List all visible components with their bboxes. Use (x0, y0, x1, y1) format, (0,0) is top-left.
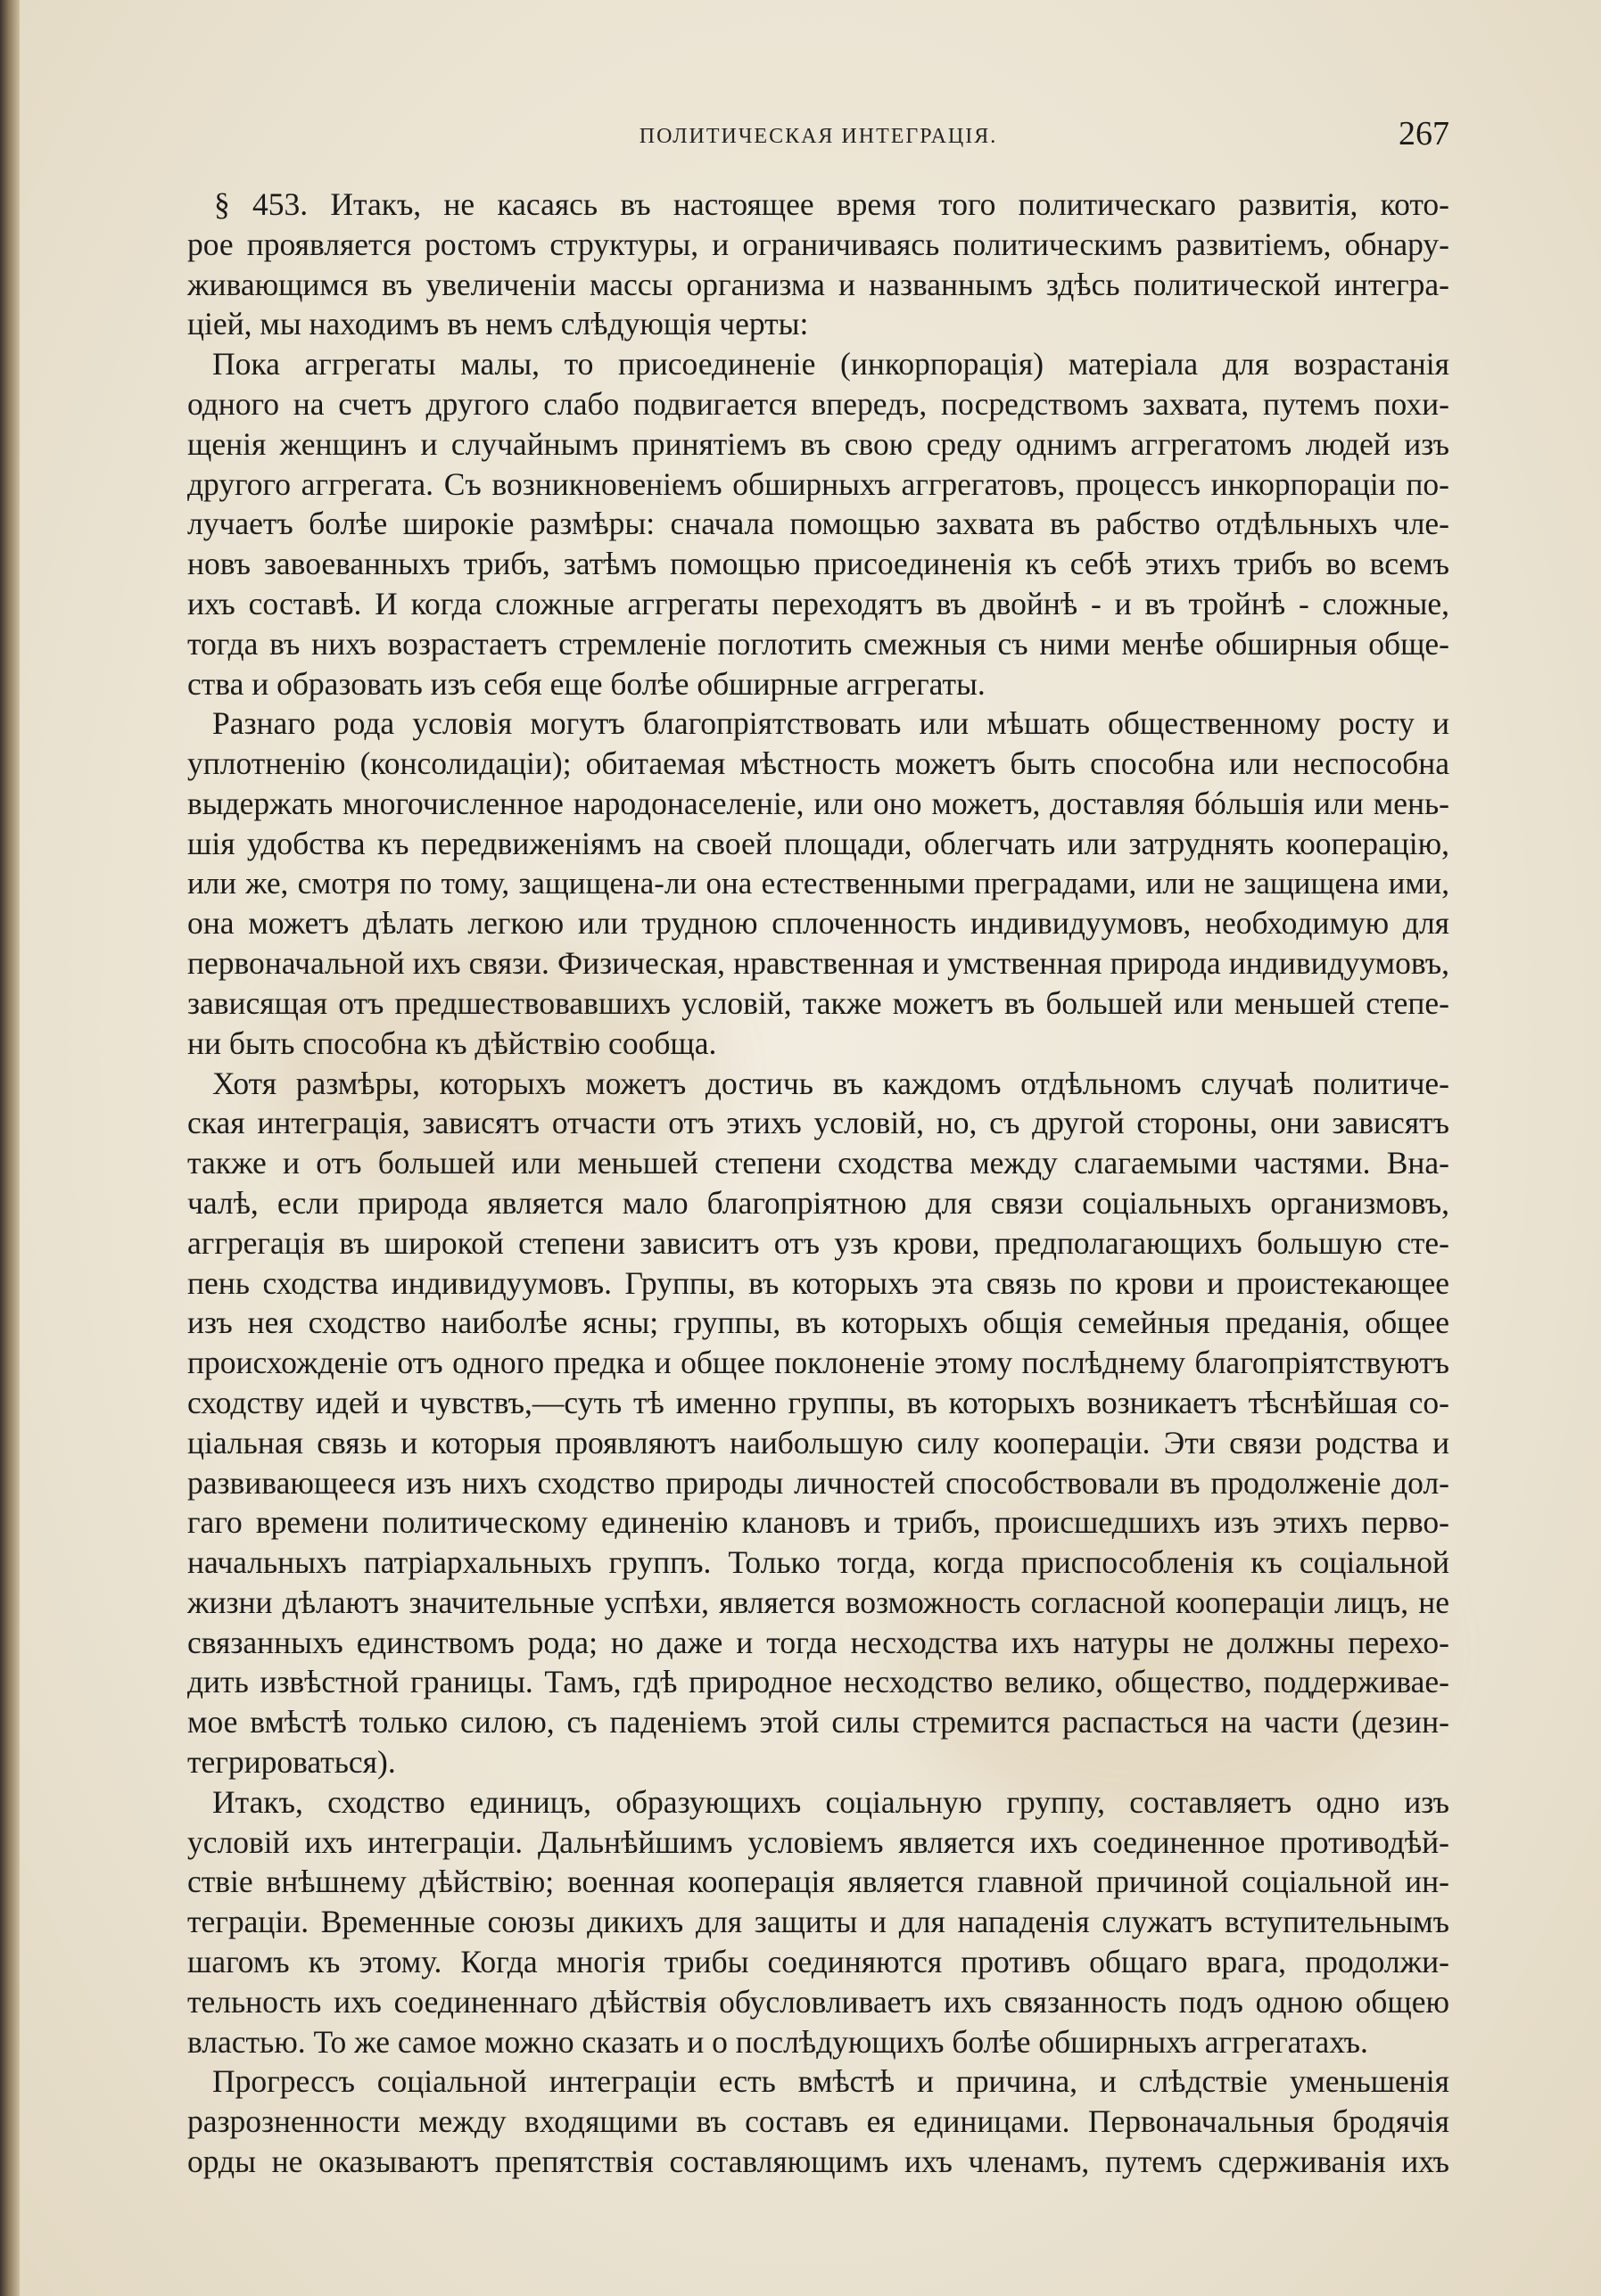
text-line: выдержать многочисленное народонаселеніе, или оно можетъ, доставляя бóльшія или мень- (187, 785, 1449, 821)
running-head: ПОЛИТИЧЕСКАЯ ИНТЕГРАЦІЯ. (639, 125, 998, 148)
text-line: или же, смотря по тому, защищена-ли она естественными преградами, или не защищена ими, (187, 865, 1449, 901)
text-line: гаго времени политическому единенію клановъ и трибъ, происшедшихъ изъ этихъ перво- (187, 1504, 1449, 1541)
text-line: ствіе внѣшнему дѣйствію; военная кооперація является главной причиной соціальной ин- (187, 1864, 1449, 1900)
binding-edge (0, 0, 20, 2296)
text-line: орды не оказываютъ препятствія составляющимъ ихъ членамъ, путемъ сдерживанія ихъ (187, 2144, 1449, 2180)
text-line: властью. То же самое можно сказать и о послѣдующихъ болѣе обширныхъ аггрегатахъ. (187, 2023, 1368, 2060)
text-line: ціальная связь и которыя проявляютъ наибольшую силу коопераціи. Эти связи родства и (187, 1424, 1449, 1461)
page-number: 267 (1399, 115, 1449, 152)
text-line: ихъ составѣ. И когда сложные аггрегаты переходятъ въ двойнѣ - и въ тройнѣ - сложные, (187, 585, 1449, 621)
text-line: ни быть способна къ дѣйствію сообща. (187, 1025, 717, 1061)
text-line: тельность ихъ соединеннаго дѣйствія обусловливаетъ ихъ связанность подъ одною общею (187, 1983, 1449, 2020)
text-line: ства и образовать изъ себя еще болѣе обширные аггрегаты. (187, 665, 986, 702)
text-line: щенія женщинъ и случайнымъ принятіемъ въ свою среду однимъ аггрегатомъ людей изъ (187, 425, 1449, 462)
text-line: разрозненности между входящими въ составъ ея единицами. Первоначальныя бродячія (187, 2103, 1449, 2140)
text-line: ціей, мы находимъ въ немъ слѣдующія черты: (187, 306, 809, 342)
text-line: ская интеграція, зависятъ отчасти отъ этихъ условій, но, съ другой стороны, они зависятъ (187, 1105, 1449, 1141)
text-line: тогда въ нихъ возрастаетъ стремленіе поглотить смежныя съ ними менѣе обширныя обще- (187, 625, 1449, 662)
text-line: Прогрессъ соціальной интеграціи есть вмѣстѣ и причина, и слѣдствіе уменьшенія (212, 2063, 1449, 2100)
text-line: сходству идей и чувствъ,—суть тѣ именно группы, въ которыхъ возникаетъ тѣснѣйшая со- (187, 1384, 1449, 1420)
text-line: живающимся въ увеличеніи массы организма и названнымъ здѣсь политической интегра- (187, 266, 1449, 302)
text-line: первоначальной ихъ связи. Физическая, нравственная и умственная природа индивидуумовъ, (187, 945, 1449, 982)
text-line: § 453. Итакъ, не касаясь въ настоящее время того политическаго развитія, кото- (214, 186, 1449, 222)
text-line: дить извѣстной границы. Тамъ, гдѣ природное несходство велико, общество, поддерживае- (187, 1664, 1449, 1700)
text-line: рое проявляется ростомъ структуры, и ограничиваясь политическимъ развитіемъ, обнару- (187, 226, 1449, 262)
text-line: Итакъ, сходство единицъ, образующихъ соціальную группу, составляетъ одно изъ (212, 1783, 1449, 1820)
text-line: лучаетъ болѣе широкіе размѣры: сначала помощью захвата въ рабство отдѣльныхъ чле- (187, 506, 1449, 542)
text-line: новъ завоеванныхъ трибъ, затѣмъ помощью присоединенія къ себѣ этихъ трибъ во всемъ (187, 546, 1449, 582)
text-line: чалѣ, если природа является мало благопріятною для связи соціальныхъ организмовъ, (187, 1184, 1449, 1221)
text-line: аггрегація въ широкой степени зависитъ отъ узъ крови, предполагающихъ большую сте- (187, 1224, 1449, 1261)
text-line: теграціи. Временные союзы дикихъ для защиты и для нападенія служатъ вступительнымъ (187, 1904, 1449, 1940)
text-line: зависящая отъ предшествовавшихъ условій, также можетъ въ большей или меньшей степе- (187, 984, 1449, 1021)
text-line: она можетъ дѣлать легкою или трудною сплоченность индивидуумовъ, необходимую для (187, 905, 1449, 942)
text-line: шія удобства къ передвиженіямъ на своей площади, облегчать или затруднять кооперацію, (187, 825, 1449, 861)
text-line: тегрироваться). (187, 1744, 396, 1781)
text-line: Хотя размѣры, которыхъ можетъ достичь въ каждомъ отдѣльномъ случаѣ политиче- (212, 1065, 1449, 1101)
text-line: пень сходства индивидуумовъ. Группы, въ которыхъ эта связь по крови и проистекающее (187, 1264, 1449, 1301)
page-header (187, 114, 1449, 159)
body-text (187, 185, 1449, 2182)
text-line: другого аггрегата. Съ возникновеніемъ обширныхъ аггрегатовъ, процессъ инкорпораціи по- (187, 465, 1449, 502)
text-line: связанныхъ единствомъ рода; но даже и тогда несходства ихъ натуры не должны перехо- (187, 1624, 1449, 1660)
text-line: мое вмѣстѣ только силою, съ паденіемъ этой силы стремится распасться на части (дезин- (187, 1704, 1449, 1741)
text-line: жизни дѣлаютъ значительные успѣхи, является возможность согласной коопераціи лицъ, не (187, 1584, 1449, 1620)
text-line: условій ихъ интеграціи. Дальнѣйшимъ условіемъ является ихъ соединенное противодѣй- (187, 1823, 1449, 1860)
text-line: шагомъ къ этому. Когда многія трибы соединяются противъ общаго врага, продолжи- (187, 1944, 1449, 1980)
text-line: Разнаго рода условія могутъ благопріятствовать или мѣшать общественному росту и (212, 705, 1449, 742)
text-line: также и отъ большей или меньшей степени сходства между слагаемыми частями. Вна- (187, 1145, 1449, 1181)
text-line: развивающееся изъ нихъ сходство природы личностей способствовали въ продолженіе дол- (187, 1464, 1449, 1501)
text-line: изъ нея сходство наиболѣе ясны; группы, въ которыхъ общія семейныя преданія, общее (187, 1304, 1449, 1341)
text-line: Пока аггрегаты малы, то присоединеніе (инкорпорація) матеріала для возрастанія (212, 346, 1449, 383)
text-line: одного на счетъ другого слабо подвигается впередъ, посредствомъ захвата, путемъ похи- (187, 385, 1449, 422)
text-line: происхожденіе отъ одного предка и общее поклоненіе этому послѣднему благопріятствуютъ (187, 1345, 1449, 1381)
text-line: уплотненію (консолидаціи); обитаемая мѣстность можетъ быть способна или неспособна (187, 745, 1449, 782)
text-line: начальныхъ патріархальныхъ группъ. Только тогда, когда приспособленія къ соціальной (187, 1544, 1449, 1581)
